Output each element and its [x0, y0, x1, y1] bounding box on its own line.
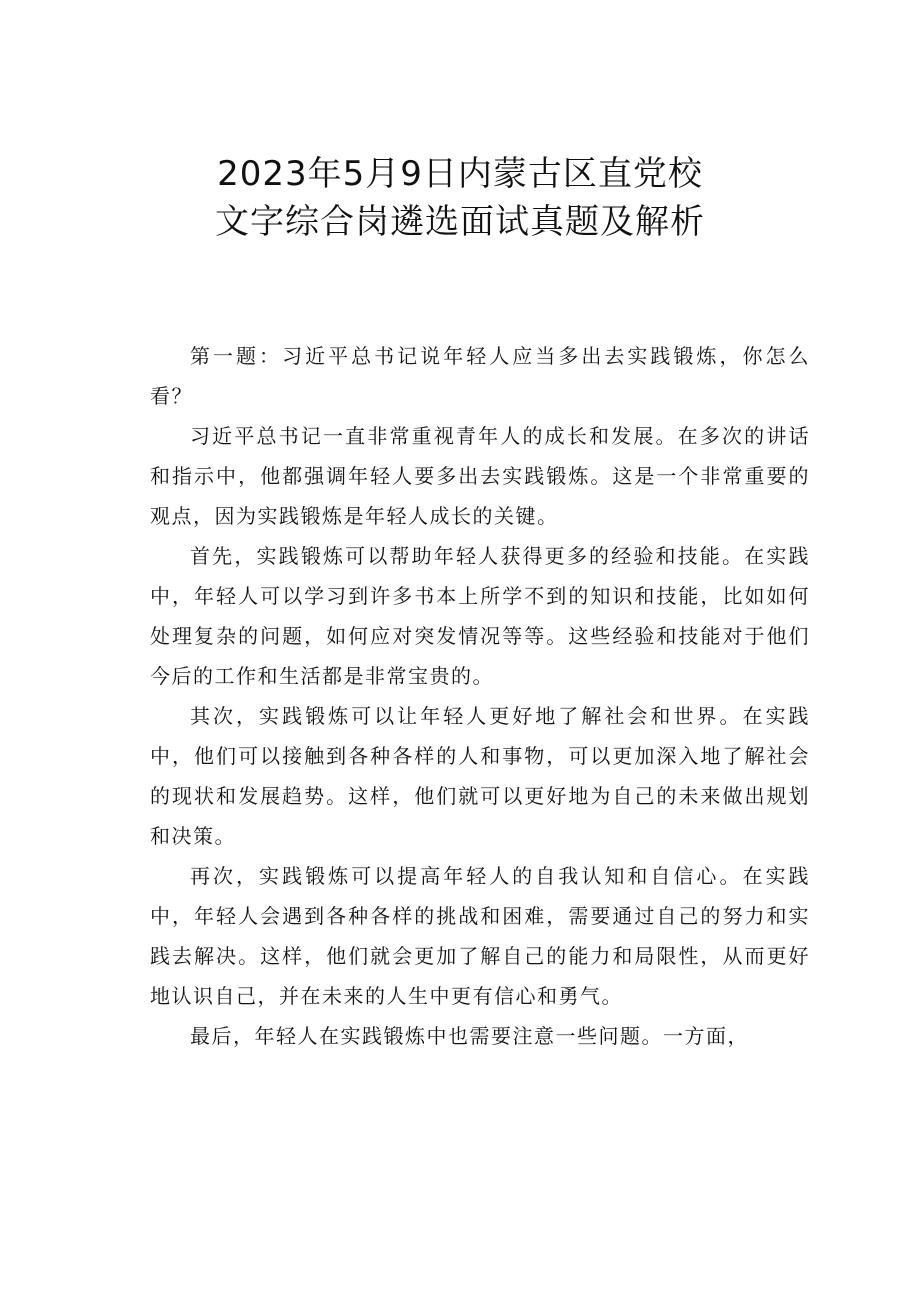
third-point-paragraph: 再次，实践锻炼可以提高年轻人的自我认知和自信心。在实践中，年轻人会遇到各种各样的挑战和困难，需要通过自己的努力和实践去解决。这样，他们就会更加了解自己的能力和局限性，从而更好地认识自己，并在未来的人生中更有信心和勇气。 [150, 864, 810, 1008]
title-line-1: 2023年5月9日内蒙古区直党校 [217, 154, 703, 194]
question-paragraph: 第一题：习近平总书记说年轻人应当多出去实践锻炼，你怎么看？ [150, 344, 810, 408]
second-point-paragraph: 其次，实践锻炼可以让年轻人更好地了解社会和世界。在实践中，他们可以接触到各种各样的人和事物，可以更加深入地了解社会的现状和发展趋势。这样，他们就可以更好地为自己的未来做出规划和决策。 [150, 704, 810, 848]
title-line-2: 文字综合岗遴选面试真题及解析 [215, 202, 705, 242]
document-body [150, 336, 810, 1056]
document-title [0, 150, 920, 246]
intro-paragraph: 习近平总书记一直非常重视青年人的成长和发展。在多次的讲话和指示中，他都强调年轻人要多出去实践锻炼。这是一个非常重要的观点，因为实践锻炼是年轻人成长的关键。 [150, 424, 810, 528]
final-point-paragraph: 最后，年轻人在实践锻炼中也需要注意一些问题。一方面， [190, 1024, 749, 1048]
first-point-paragraph: 首先，实践锻炼可以帮助年轻人获得更多的经验和技能。在实践中，年轻人可以学习到许多书本上所学不到的知识和技能，比如如何处理复杂的问题，如何应对突发情况等等。这些经验和技能对于他们今后的工作和生活都是非常宝贵的。 [150, 544, 810, 688]
